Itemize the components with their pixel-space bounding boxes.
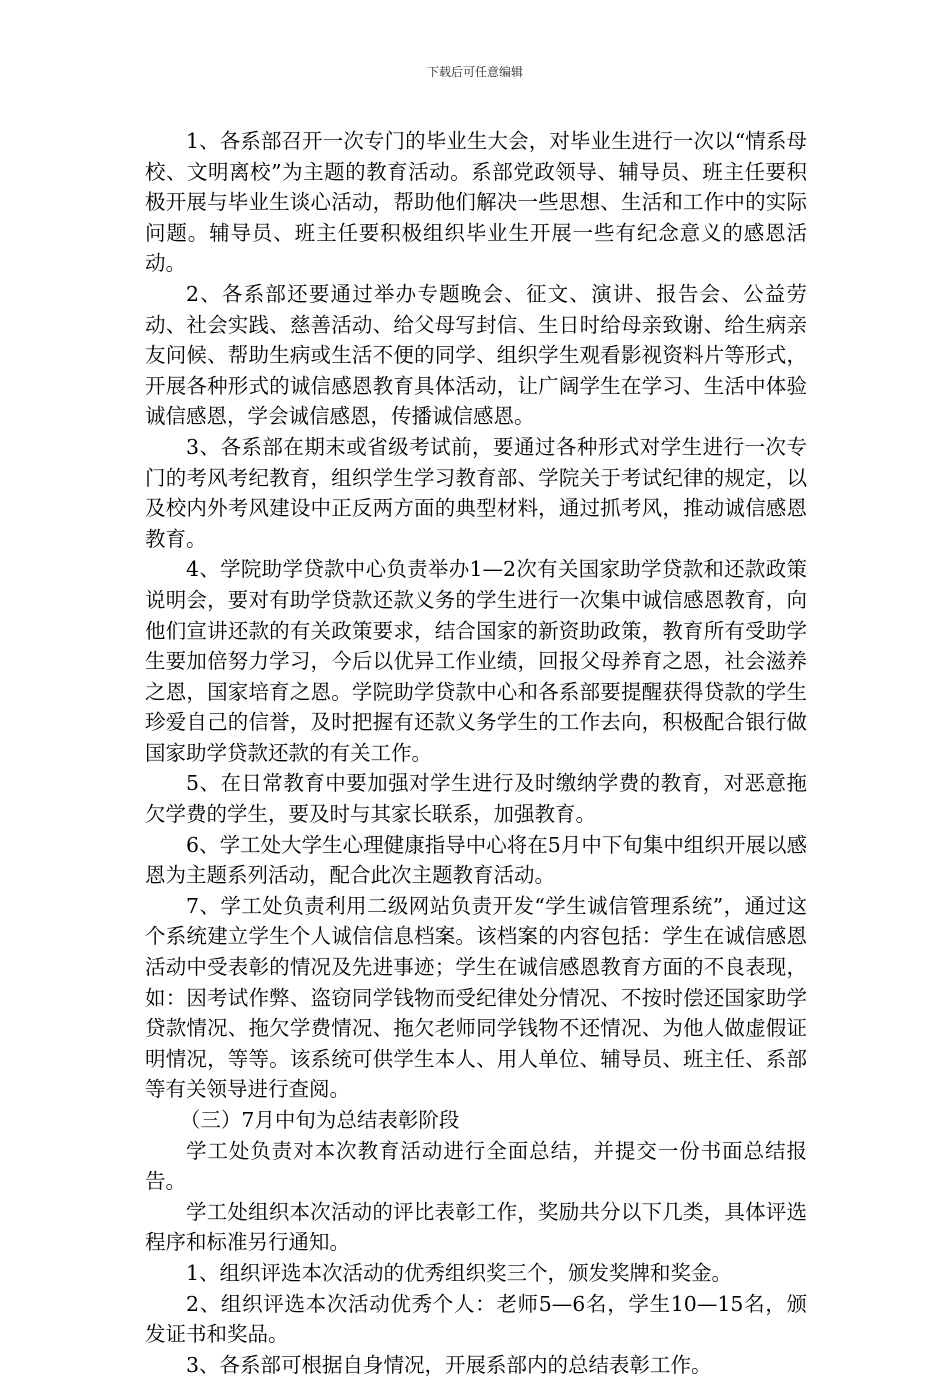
- paragraph-7: 7、学工处负责利用二级网站负责开发“学生诚信管理系统”，通过这个系统建立学生个人诚信信息档案。该档案的内容包括：学生在诚信感恩活动中受表彰的情况及先进事迹；学生在诚信感恩教育方面的不良表现，如：因考试作弊、盗窃同学钱物而受纪律处分情况、不按时偿还国家助学贷款情况、拖欠学费情况、拖欠老师同学钱物不还情况、为他人做虚假证明情况，等等。该系统可供学生本人、用人单位、辅导员、班主任、系部等有关领导进行查阅。: [145, 893, 807, 1102]
- paragraph-6: 6、学工处大学生心理健康指导中心将在5月中下旬集中组织开展以感恩为主题系列活动，配合此次主题教育活动。: [145, 832, 807, 888]
- paragraph-award-3: 3、各系部可根据自身情况，开展系部内的总结表彰工作。: [186, 1352, 712, 1377]
- paragraph-4: 4、学院助学贷款中心负责举办1—2次有关国家助学贷款和还款政策说明会，要对有助学贷款还款义务的学生进行一次集中诚信感恩教育，向他们宣讲还款的有关政策要求，结合国家的新资助政策，教育所有受助学生要加倍努力学习，今后以优异工作业绩，回报父母养育之恩，社会滋养之恩，国家培育之恩。学院助学贷款中心和各系部要提醒获得贷款的学生珍爱自己的信誉，及时把握有还款义务学生的工作去向，积极配合银行做国家助学贷款还款的有关工作。: [145, 557, 807, 765]
- document-body: [145, 126, 807, 1380]
- section-heading: （三）7月中旬为总结表彰阶段: [179, 1108, 460, 1132]
- paragraph-2: 2、各系部还要通过举办专题晚会、征文、演讲、报告会、公益劳动、社会实践、慈善活动、给父母写封信、生日时给母亲致谢、给生病亲友问候、帮助生病或生活不便的同学、组织学生观看影视资料片等形式，开展各种形式的诚信感恩教育具体活动，让广阔学生在学习、生活中体验诚信感恩，学会诚信感恩，传播诚信感恩。: [145, 281, 807, 429]
- paragraph-summary: 学工处负责对本次教育活动进行全面总结，并提交一份书面总结报告。: [145, 1138, 807, 1194]
- paragraph-1: 1、各系部召开一次专门的毕业生大会，对毕业生进行一次以“情系母校、文明离校”为主题的教育活动。系部党政领导、辅导员、班主任要积极开展与毕业生谈心活动，帮助他们解决一些思想、生活和工作中的实际问题。辅导员、班主任要积极组织毕业生开展一些有纪念意义的感恩活动。: [145, 129, 807, 276]
- paragraph-award-1: 1、组织评选本次活动的优秀组织奖三个，颁发奖牌和奖金。: [186, 1260, 733, 1285]
- paragraph-awards-intro: 学工处组织本次活动的评比表彰工作，奖励共分以下几类，具体评选程序和标准另行通知。: [145, 1199, 807, 1255]
- page-header: 下载后可任意编辑: [426, 65, 523, 79]
- paragraph-3: 3、各系部在期末或省级考试前，要通过各种形式对学生进行一次专门的考风考纪教育，组织学生学习教育部、学院关于考试纪律的规定，以及校内外考风建设中正反两方面的典型材料，通过抓考风，推动诚信感恩教育。: [145, 434, 807, 551]
- paragraph-award-2: 2、组织评选本次活动优秀个人：老师5—6名，学生10—15名，颁发证书和奖品。: [145, 1291, 807, 1347]
- paragraph-5: 5、在日常教育中要加强对学生进行及时缴纳学费的教育，对恶意拖欠学费的学生，要及时与其家长联系，加强教育。: [145, 771, 807, 827]
